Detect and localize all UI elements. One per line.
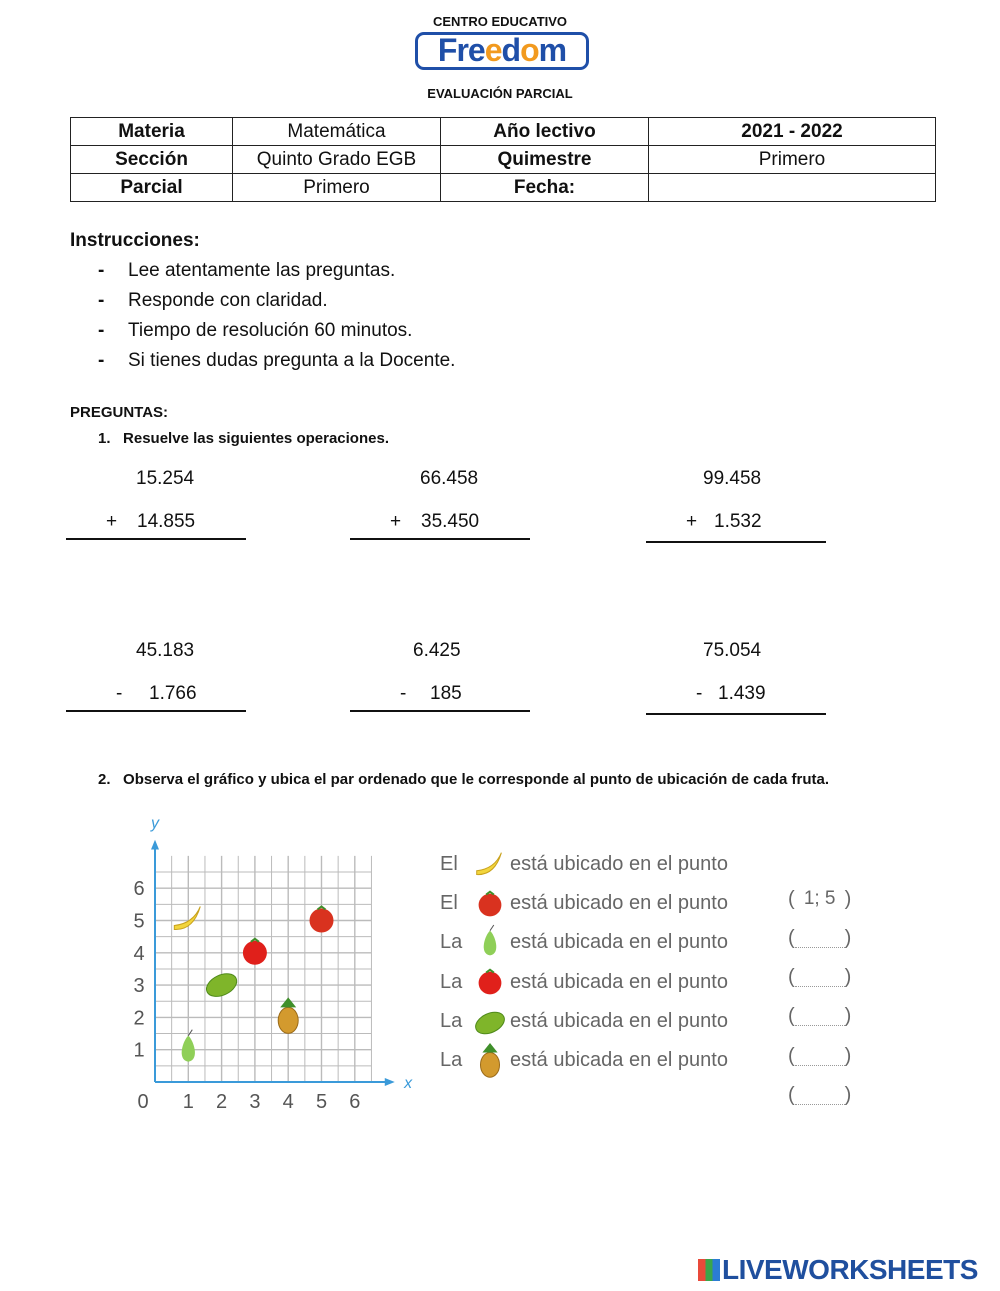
x-tick-label: 1 (182, 1091, 194, 1113)
paren-open: ( (788, 926, 795, 949)
y-tick-label: 2 (133, 1007, 145, 1030)
y-axis-label: y (151, 815, 159, 832)
q2-text: Observa el gráfico y ubica el par ordenado que le corresponde al punto de ubicación de cada fruta. (123, 771, 830, 788)
result-line (66, 710, 246, 712)
apple-icon (470, 965, 510, 999)
answer-field (788, 1078, 860, 1112)
brand-text: LIVEWORKSHEETS (722, 1254, 978, 1285)
label-parcial: Parcial (71, 174, 233, 202)
operator-sign: - (696, 683, 703, 704)
paren-open: ( (788, 1083, 795, 1106)
coordinate-grid-chart (110, 810, 413, 1120)
value-quimestre: Primero (649, 146, 936, 174)
answer-input[interactable] (795, 925, 845, 948)
value-fecha[interactable] (649, 174, 936, 202)
pear-icon (470, 926, 510, 960)
papaya-icon (472, 1007, 508, 1037)
instruction-item: - Lee atentamente las preguntas. (98, 260, 396, 281)
paren-open: ( (788, 1005, 795, 1028)
q1-number: 1. (98, 430, 111, 447)
operator-sign: + (390, 511, 402, 532)
operand-top: 75.054 (703, 640, 762, 661)
fruit-row (440, 925, 852, 989)
row-text: está ubicada en el punto (510, 970, 728, 993)
liveworksheets-icon (698, 1259, 720, 1281)
result-line (66, 538, 246, 540)
operand-bottom: 1.532 (714, 511, 762, 532)
operator-sign: - (116, 683, 123, 704)
banana-icon (174, 907, 200, 930)
article: La (440, 1009, 463, 1032)
freedom-logo: Freedom (415, 32, 589, 70)
question-2 (98, 771, 829, 788)
label-seccion: Sección (71, 146, 233, 174)
pineapple-icon (481, 1043, 500, 1077)
instruction-text: Lee atentamente las preguntas. (128, 260, 396, 281)
operand-top: 66.458 (420, 468, 479, 489)
operand-bottom: 185 (430, 683, 462, 704)
label-ano-lectivo: Año lectivo (441, 118, 649, 146)
questions-label: PREGUNTAS: (70, 404, 169, 421)
row-text: está ubicada en el punto (510, 931, 728, 954)
banana-icon (470, 848, 510, 882)
answer-field (788, 1039, 860, 1073)
instruction-text: Responde con claridad. (128, 290, 328, 311)
label-quimestre: Quimestre (441, 146, 649, 174)
answer-input[interactable] (795, 964, 845, 987)
paren-open: ( (788, 887, 795, 910)
tomato-icon (470, 887, 510, 921)
operation (350, 640, 530, 715)
operand-bottom: 1.766 (149, 683, 197, 704)
papaya-icon (203, 969, 240, 1001)
info-table (70, 117, 936, 202)
exam-title: EVALUACIÓN PARCIAL (427, 86, 573, 101)
value-ano-lectivo: 2021 - 2022 (649, 118, 936, 146)
x-tick-label: 0 (137, 1091, 149, 1113)
answer-input[interactable] (795, 1043, 845, 1066)
article: La (440, 931, 463, 954)
operation (350, 468, 530, 543)
tomato-icon (479, 892, 502, 917)
instructions-title: Instrucciones: (70, 230, 200, 251)
x-tick-label: 6 (349, 1091, 361, 1113)
result-line (350, 710, 530, 712)
row-text: está ubicada en el punto (510, 1009, 728, 1032)
operation (66, 468, 246, 543)
result-line (350, 538, 530, 540)
x-tick-label: 2 (216, 1091, 228, 1113)
operation (646, 468, 826, 543)
row-text: está ubicada en el punto (510, 1049, 728, 1071)
operand-top: 6.425 (413, 640, 461, 661)
fruit-row (440, 1004, 852, 1067)
operator-sign: + (686, 511, 698, 532)
paren-open: ( (788, 1044, 795, 1067)
y-tick-label: 4 (133, 942, 145, 965)
operand-bottom: 14.855 (137, 511, 196, 532)
article: La (440, 970, 463, 993)
paren-close: ) (844, 926, 852, 949)
apple-icon (243, 939, 267, 965)
answer-input[interactable] (795, 1082, 845, 1105)
papaya-icon (470, 1005, 510, 1039)
operation (646, 640, 826, 715)
paren-close: ) (844, 887, 852, 910)
school-name: CENTRO EDUCATIVO (432, 14, 568, 29)
operand-bottom: 1.439 (718, 683, 766, 704)
operand-top: 45.183 (136, 640, 195, 661)
article: El (440, 892, 458, 915)
fruit-row (440, 965, 852, 1028)
paren-close: ) (844, 1083, 852, 1106)
banana-icon (477, 852, 502, 874)
paren-close: ) (844, 966, 852, 989)
y-tick-label: 3 (133, 975, 145, 998)
answer-input[interactable] (795, 1003, 845, 1026)
result-line (646, 713, 826, 715)
row-text: está ubicado en el punto (510, 853, 728, 875)
fruit-row (440, 847, 852, 910)
operand-top: 15.254 (136, 468, 195, 489)
instruction-item: - Tiempo de resolución 60 minutos. (98, 320, 413, 341)
apple-icon (479, 970, 502, 995)
answer-field (788, 999, 860, 1033)
q2-number: 2. (98, 771, 111, 788)
q1-text: Resuelve las siguientes operaciones. (123, 430, 389, 447)
value-parcial: Primero (233, 174, 441, 202)
instruction-item: - Responde con claridad. (98, 290, 328, 311)
x-axis-arrow (385, 1078, 395, 1086)
fruit-row (440, 1043, 852, 1106)
instruction-item: - Si tienes dudas pregunta a la Docente. (98, 350, 456, 371)
label-materia: Materia (71, 118, 233, 146)
result-line (646, 541, 826, 543)
instruction-text: Tiempo de resolución 60 minutos. (128, 320, 413, 341)
article: La (440, 1049, 463, 1071)
tomato-icon (310, 907, 334, 933)
y-tick-label: 5 (133, 910, 145, 933)
paren-close: ) (844, 1044, 852, 1067)
row-text: está ubicado en el punto (510, 892, 728, 915)
paren-open: ( (788, 966, 795, 989)
answer-input[interactable]: 1; 5 (803, 887, 836, 909)
x-axis-label: x (404, 1075, 413, 1092)
y-tick-label: 6 (133, 878, 145, 901)
pineapple-icon (278, 997, 298, 1033)
value-seccion: Quinto Grado EGB (233, 146, 441, 174)
label-fecha: Fecha: (441, 174, 649, 202)
operator-sign: - (400, 683, 407, 704)
paren-close: ) (844, 1005, 852, 1028)
pineapple-icon (470, 1044, 510, 1078)
answer-field (788, 882, 860, 916)
operator-sign: + (106, 511, 118, 532)
operand-top: 99.458 (703, 468, 762, 489)
answer-field (788, 960, 860, 994)
y-tick-label: 1 (133, 1039, 145, 1062)
x-tick-label: 4 (282, 1091, 294, 1113)
question-1 (98, 430, 389, 447)
answer-field (788, 921, 860, 955)
x-tick-label: 5 (315, 1091, 328, 1113)
operand-bottom: 35.450 (421, 511, 480, 532)
article: El (440, 853, 458, 875)
value-materia: Matemática (233, 118, 441, 146)
pear-icon (484, 925, 497, 955)
y-axis-arrow (151, 840, 159, 850)
liveworksheets-logo (698, 1254, 978, 1286)
instruction-text: Si tienes dudas pregunta a la Docente. (128, 350, 456, 371)
operation (66, 640, 246, 715)
x-tick-label: 3 (249, 1091, 261, 1113)
